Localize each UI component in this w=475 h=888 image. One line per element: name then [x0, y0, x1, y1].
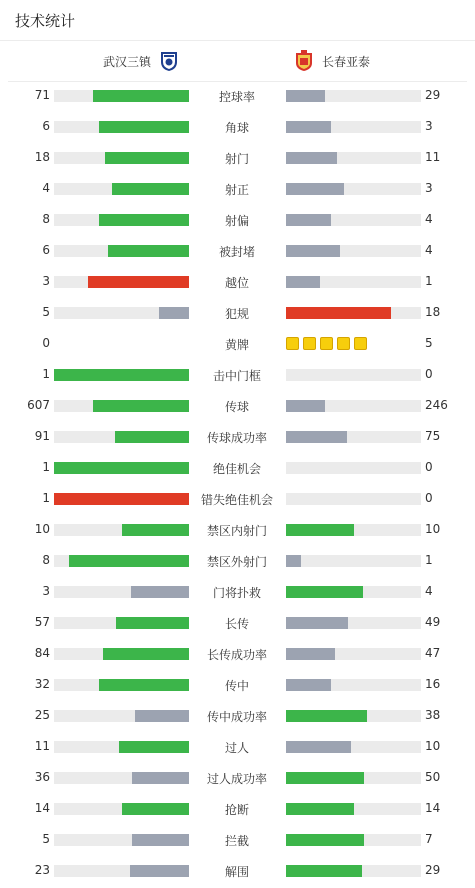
away-bar-fill — [286, 679, 331, 691]
away-bar-fill — [286, 214, 331, 226]
yellow-card-icon — [286, 337, 299, 350]
stat-row — [0, 700, 475, 731]
home-bar-fill — [105, 152, 189, 164]
home-value: 11 — [34, 739, 50, 753]
yellow-card-icon — [354, 337, 367, 350]
stat-row — [0, 421, 475, 452]
away-value: 14 — [425, 801, 441, 815]
home-value: 607 — [27, 398, 50, 412]
stat-label: 越位 — [224, 276, 249, 290]
away-bar-fill — [286, 121, 331, 133]
stat-label: 门将扑救 — [212, 586, 261, 600]
stat-label: 拦截 — [224, 834, 249, 848]
stat-row — [0, 204, 475, 235]
home-bar-track — [54, 710, 189, 722]
away-bar-fill — [286, 834, 364, 846]
stat-label: 过人 — [224, 741, 249, 755]
away-value: 75 — [425, 429, 441, 443]
stat-row — [0, 514, 475, 545]
home-bar-track — [54, 90, 189, 102]
top-bar — [0, 0, 475, 41]
home-value: 23 — [34, 863, 50, 877]
away-yellow-cards — [286, 337, 367, 350]
away-bar-track — [286, 214, 421, 226]
stat-label: 长传 — [224, 617, 249, 631]
yellow-card-icon — [303, 337, 316, 350]
away-bar-track — [286, 369, 421, 381]
home-value: 5 — [42, 305, 50, 319]
home-bar-track — [54, 152, 189, 164]
away-bar-fill — [286, 617, 348, 629]
away-bar-fill — [286, 90, 325, 102]
home-team[interactable] — [103, 41, 179, 81]
stat-label: 射偏 — [224, 214, 249, 228]
home-bar-track — [54, 183, 189, 195]
stat-row — [0, 359, 475, 390]
stat-row — [0, 638, 475, 669]
home-bar-fill — [93, 90, 189, 102]
home-bar-fill — [108, 245, 189, 257]
home-bar-track — [54, 834, 189, 846]
away-bar-track — [286, 617, 421, 629]
home-bar-fill — [131, 586, 189, 598]
away-bar-track — [286, 431, 421, 443]
stat-row — [0, 80, 475, 111]
away-team-crest-icon — [294, 50, 314, 72]
home-bar-track — [54, 865, 189, 877]
home-bar-track — [54, 214, 189, 226]
home-bar-fill — [115, 431, 189, 443]
home-bar-track — [54, 493, 189, 505]
home-bar-track — [54, 307, 189, 319]
home-bar-fill — [122, 803, 190, 815]
home-bar-track — [54, 245, 189, 257]
home-value: 91 — [34, 429, 50, 443]
stat-row — [0, 607, 475, 638]
away-value: 10 — [425, 522, 441, 536]
stat-label: 传球 — [224, 400, 249, 414]
stat-label: 过人成功率 — [206, 772, 267, 786]
stat-row — [0, 297, 475, 328]
away-bar-fill — [286, 772, 364, 784]
away-value: 7 — [425, 832, 433, 846]
stat-row — [0, 824, 475, 855]
home-bar-track — [54, 648, 189, 660]
away-bar-track — [286, 803, 421, 815]
stat-label: 禁区外射门 — [206, 555, 267, 569]
stat-label: 犯规 — [224, 307, 249, 321]
home-bar-track — [54, 617, 189, 629]
stats-list — [0, 80, 475, 886]
away-bar-fill — [286, 183, 344, 195]
away-value: 29 — [425, 863, 441, 877]
away-value: 10 — [425, 739, 441, 753]
away-bar-fill — [286, 648, 335, 660]
away-bar-fill — [286, 400, 325, 412]
stat-row — [0, 855, 475, 886]
home-bar-fill — [103, 648, 189, 660]
away-value: 18 — [425, 305, 441, 319]
stat-row — [0, 266, 475, 297]
away-bar-track — [286, 400, 421, 412]
away-value: 16 — [425, 677, 441, 691]
home-bar-track — [54, 741, 189, 753]
stat-label: 黄牌 — [224, 338, 249, 352]
home-bar-track — [54, 524, 189, 536]
away-value: 47 — [425, 646, 441, 660]
home-value: 1 — [42, 367, 50, 381]
yellow-card-icon — [320, 337, 333, 350]
home-team-name: 武汉三镇 — [102, 54, 151, 69]
home-value: 5 — [42, 832, 50, 846]
home-bar-track — [54, 772, 189, 784]
home-value: 57 — [34, 615, 50, 629]
stat-label: 射正 — [224, 183, 249, 197]
away-value: 0 — [425, 460, 433, 474]
home-bar-track — [54, 369, 189, 381]
home-bar-track — [54, 803, 189, 815]
home-value: 6 — [42, 243, 50, 257]
away-bar-track — [286, 772, 421, 784]
stat-row — [0, 576, 475, 607]
home-team-crest-icon — [159, 50, 179, 72]
page-title: 技术统计 — [15, 12, 76, 30]
away-bar-fill — [286, 245, 340, 257]
away-value: 1 — [425, 553, 433, 567]
away-value: 5 — [425, 336, 433, 350]
away-bar-track — [286, 679, 421, 691]
home-bar-fill — [99, 679, 189, 691]
away-value: 1 — [425, 274, 433, 288]
away-bar-track — [286, 648, 421, 660]
home-bar-fill — [135, 710, 189, 722]
home-bar-fill — [93, 400, 189, 412]
away-value: 0 — [425, 367, 433, 381]
away-value: 29 — [425, 88, 441, 102]
home-bar-track — [54, 121, 189, 133]
away-value: 50 — [425, 770, 441, 784]
home-value: 25 — [34, 708, 50, 722]
stat-label: 传中 — [224, 679, 249, 693]
stat-label: 控球率 — [218, 90, 255, 104]
home-bar-fill — [54, 493, 189, 505]
stat-row — [0, 173, 475, 204]
away-bar-fill — [286, 152, 337, 164]
home-bar-fill — [69, 555, 189, 567]
home-bar-track — [54, 276, 189, 288]
away-value: 0 — [425, 491, 433, 505]
home-value: 32 — [34, 677, 50, 691]
home-bar-track — [54, 555, 189, 567]
team-header — [8, 41, 467, 82]
home-bar-fill — [159, 307, 189, 319]
stat-label: 传球成功率 — [206, 431, 267, 445]
home-value: 10 — [34, 522, 50, 536]
stat-row — [0, 483, 475, 514]
home-bar-track — [54, 586, 189, 598]
home-value: 0 — [42, 336, 50, 350]
home-bar-track — [54, 431, 189, 443]
home-value: 14 — [34, 801, 50, 815]
home-value: 84 — [34, 646, 50, 660]
home-value: 1 — [42, 460, 50, 474]
stat-row — [0, 452, 475, 483]
away-bar-fill — [286, 865, 362, 877]
away-value: 49 — [425, 615, 441, 629]
away-bar-track — [286, 865, 421, 877]
away-bar-track — [286, 307, 421, 319]
home-bar-fill — [112, 183, 189, 195]
stat-label: 射门 — [224, 152, 249, 166]
home-value: 3 — [42, 274, 50, 288]
away-team-name: 长春亚泰 — [322, 54, 371, 69]
home-value: 1 — [42, 491, 50, 505]
away-bar-fill — [286, 431, 347, 443]
home-value: 71 — [34, 88, 50, 102]
away-bar-fill — [286, 741, 351, 753]
away-value: 11 — [425, 150, 441, 164]
away-bar-track — [286, 276, 421, 288]
home-bar-fill — [119, 741, 189, 753]
stat-row — [0, 390, 475, 421]
stat-label: 长传成功率 — [206, 648, 267, 662]
home-bar-fill — [116, 617, 189, 629]
away-bar-track — [286, 710, 421, 722]
away-bar-track — [286, 462, 421, 474]
away-bar-track — [286, 90, 421, 102]
away-bar-track — [286, 524, 421, 536]
stat-label: 被封堵 — [218, 245, 255, 259]
home-value: 4 — [42, 181, 50, 195]
stat-row — [0, 793, 475, 824]
stat-label: 错失绝佳机会 — [200, 493, 273, 507]
home-value: 3 — [42, 584, 50, 598]
away-value: 4 — [425, 584, 433, 598]
home-value: 8 — [42, 553, 50, 567]
stat-label: 绝佳机会 — [212, 462, 261, 476]
home-bar-fill — [54, 369, 189, 381]
away-bar-track — [286, 183, 421, 195]
away-value: 3 — [425, 181, 433, 195]
stat-label: 抢断 — [224, 803, 249, 817]
away-bar-fill — [286, 710, 367, 722]
home-value: 36 — [34, 770, 50, 784]
away-bar-track — [286, 245, 421, 257]
away-team[interactable] — [294, 41, 370, 81]
away-bar-fill — [286, 555, 301, 567]
stat-row — [0, 545, 475, 576]
stat-row — [0, 235, 475, 266]
away-bar-track — [286, 555, 421, 567]
home-bar-fill — [88, 276, 189, 288]
stat-label: 角球 — [224, 121, 249, 135]
stat-row — [0, 762, 475, 793]
home-bar-fill — [132, 772, 189, 784]
away-value: 4 — [425, 243, 433, 257]
away-bar-fill — [286, 276, 320, 288]
away-bar-track — [286, 121, 421, 133]
away-bar-track — [286, 586, 421, 598]
away-bar-fill — [286, 586, 363, 598]
away-bar-track — [286, 834, 421, 846]
away-bar-track — [286, 741, 421, 753]
away-bar-fill — [286, 307, 391, 319]
away-value: 38 — [425, 708, 441, 722]
away-bar-fill — [286, 524, 354, 536]
home-bar-fill — [130, 865, 189, 877]
away-value: 3 — [425, 119, 433, 133]
stat-row — [0, 328, 475, 359]
stat-label: 解围 — [224, 865, 249, 879]
home-bar-fill — [99, 121, 189, 133]
home-value: 6 — [42, 119, 50, 133]
home-value: 8 — [42, 212, 50, 226]
home-bar-fill — [54, 462, 189, 474]
home-bar-fill — [132, 834, 189, 846]
stat-row — [0, 111, 475, 142]
home-value: 18 — [34, 150, 50, 164]
home-bar-fill — [122, 524, 190, 536]
away-bar-track — [286, 152, 421, 164]
stat-row — [0, 142, 475, 173]
stat-row — [0, 669, 475, 700]
stat-label: 击中门框 — [212, 369, 261, 383]
away-bar-track — [286, 493, 421, 505]
stat-row — [0, 731, 475, 762]
home-bar-fill — [99, 214, 189, 226]
stat-label: 传中成功率 — [206, 710, 267, 724]
yellow-card-icon — [337, 337, 350, 350]
away-value: 4 — [425, 212, 433, 226]
home-bar-track — [54, 400, 189, 412]
home-bar-track — [54, 462, 189, 474]
stat-label: 禁区内射门 — [206, 524, 267, 538]
home-bar-track — [54, 679, 189, 691]
away-value: 246 — [425, 398, 448, 412]
away-bar-fill — [286, 803, 354, 815]
